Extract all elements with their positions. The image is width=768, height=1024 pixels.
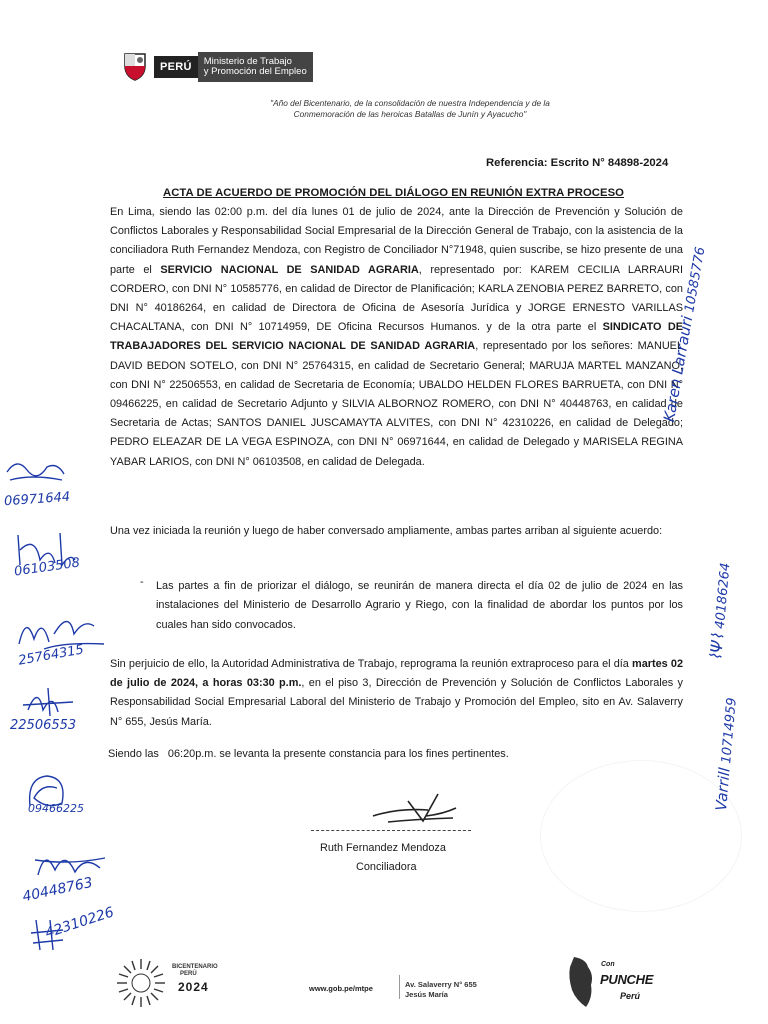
campaign-con: Con — [601, 961, 615, 968]
handwritten-dni-3: 25764315 — [17, 642, 85, 669]
ministry-line-1: Ministerio de Trabajo — [203, 56, 292, 67]
handwritten-dni-6: 40448763 — [21, 874, 95, 906]
right-handwritten-dni-1: 10585776 — [682, 245, 709, 314]
bicentenario-year: 2024 — [178, 980, 209, 994]
bullet-mark: - — [140, 576, 144, 588]
bicentenario-line-2: PERÚ — [180, 971, 197, 977]
paragraph-parties — [110, 203, 683, 472]
agreement-item: Las partes a fin de priorizar el diálogo, se reunirán de manera directa el día 02 de julio de 2024 en las instalaciones del Ministerio de Desarrollo Agrario y Riego, con la finalidad de abordar los puntos por los cuales han sido convocados. — [156, 580, 683, 631]
handwritten-signature-4 — [18, 680, 78, 720]
bicentenario-line-1: BICENTENARIO — [172, 964, 218, 970]
right-handwritten-signature-1: Karen Larrauri 10585776 — [660, 245, 709, 424]
paragraph-parties-text-3: , representado por los señores: MANUEL DAVID BEDON SOTELO, con DNI N° 25764315, en calidad de Secretario General; MARUJA MARTEL MANZANO, con DNI N° 22506553, en calidad de Secretaria de Economía; UBALDO HELDEN FLORES BARRUETA, con DNI N° 09466225, en calidad de Secretario Adjunto y SILVIA ALBORNOZ ROMERO, con DNI N° 40448763, en calidad de Secretaria de Actas; SANTOS DANIEL JUSCAMAYTA ALVITES, con DNI N° 42310226, en calidad de Delegado; PEDRO ELEAZAR DE LA VEGA ESPINOZA, con DNI N° 06971644, en calidad de Delegado y MARISELA REGINA YABAR LARIOS, con DNI N° 06103508, en calidad de Delegada. — [110, 340, 683, 468]
paragraph-reschedule-text-1: Sin perjuicio de ello, la Autoridad Administrativa de Trabajo, reprograma la reunión extraproceso para el día — [110, 658, 633, 670]
handwritten-dni-4: 22506553 — [10, 718, 77, 733]
handwritten-signature-1 — [2, 452, 72, 492]
faint-stamp — [540, 760, 742, 912]
peru-map-icon — [566, 955, 596, 1010]
campaign-punche: PUNCHE — [600, 972, 654, 987]
year-motto-line-2: Conmemoración de las heroicas Batallas de Junín y Ayacucho" — [293, 109, 527, 119]
year-motto — [230, 98, 590, 120]
entity-union: SINDICATO DE TRABAJADORES DEL SERVICIO NACIONAL DE SANIDAD AGRARIA — [110, 321, 683, 353]
peru-label: PERÚ — [154, 56, 198, 78]
right-handwritten-dni-3: 10714959 — [719, 697, 740, 765]
paragraph-intro-agreement: Una vez iniciada la reunión y luego de haber conversado ampliamente, ambas partes arriban al siguiente acuerdo: — [110, 525, 663, 537]
conciliator-signature — [368, 786, 463, 831]
address-line-1: Av. Salaverry N° 655 — [405, 980, 477, 989]
handwritten-dni-7: 42310226 — [43, 904, 116, 942]
paragraph-reschedule — [110, 655, 683, 732]
entity-senasa: SERVICIO NACIONAL DE SANIDAD AGRARIA — [160, 263, 419, 276]
campaign-peru: Perú — [620, 991, 641, 1001]
paragraph-reschedule-text-2: , en el piso 3, Dirección de Prevención y Solución de Conflictos Laborales y Responsabilidad Social Empresarial Laboral del Ministerio de Trabajo y Promoción del Empleo, sito en Av. Salaverry N° 655, Jesús María. — [110, 677, 683, 728]
ministry-label — [198, 52, 313, 82]
paragraph-parties-text-2: , representado por: KAREM CECILIA LARRAURI CORDERO, con DNI N° 10585776, en calidad de Director de Planificación; KARLA ZENOBIA PEREZ BARRETO, con DNI N° 40186264, en calidad de Directora de Oficina de Asesoría Jurídica y JORGE ERNESTO VARILLAS CHACALTANA, con DNI N° 10714959, DE Oficina Recursos Humanos. y de la otra parte el — [110, 263, 683, 334]
website-link[interactable]: www.gob.pe/mtpe — [309, 984, 373, 993]
right-handwritten-signature-3: Varrill 10714959 — [712, 697, 740, 812]
right-handwritten-signature-2: ⌇Ψ⌇ 40186264 — [706, 562, 734, 662]
reference-number: Referencia: Escrito N° 84898-2024 — [486, 157, 669, 169]
document-title: ACTA DE ACUERDO DE PROMOCIÓN DEL DIÁLOGO EN REUNIÓN EXTRA PROCESO — [163, 187, 625, 199]
address-line-2: Jesús María — [405, 990, 448, 999]
bicentenario-label — [172, 964, 218, 978]
signature-line — [311, 830, 471, 831]
footer-divider — [399, 975, 400, 999]
handwritten-dni-2: 06103508 — [13, 555, 81, 580]
handwritten-dni-1: 06971644 — [3, 489, 71, 510]
footer-address — [405, 980, 477, 1000]
right-handwritten-dni-2: 40186264 — [712, 562, 734, 630]
conciliator-role: Conciliadora — [356, 861, 417, 873]
ministry-line-2: y Promoción del Empleo — [203, 66, 307, 77]
coat-of-arms-icon — [122, 52, 148, 82]
bicentenario-emblem-icon — [115, 957, 167, 1009]
handwritten-dni-5: 09466225 — [28, 802, 84, 815]
conciliator-name: Ruth Fernandez Mendoza — [320, 842, 446, 854]
paragraph-closing: Siendo las 06:20p.m. se levanta la presente constancia para los fines pertinentes. — [108, 748, 509, 760]
paragraph-parties-text-1: En Lima, siendo las 02:00 p.m. del día lunes 01 de julio de 2024, ante la Dirección de Prevención y Solución de Conflictos Laborales y Responsabilidad Social Empresarial de la Dirección General de Trabajo, con la asistencia de la conciliadora Ruth Fernandez Mendoza, con Registro de Conciliador N°71948, quien suscribe, se hizo presente de una parte el — [110, 206, 683, 276]
reschedule-date: martes 02 de julio de 2024, a horas 03:30 p.m. — [110, 658, 683, 690]
ministry-logo — [122, 50, 322, 84]
year-motto-line-1: "Año del Bicentenario, de la consolidación de nuestra Independencia y de la — [270, 98, 550, 108]
